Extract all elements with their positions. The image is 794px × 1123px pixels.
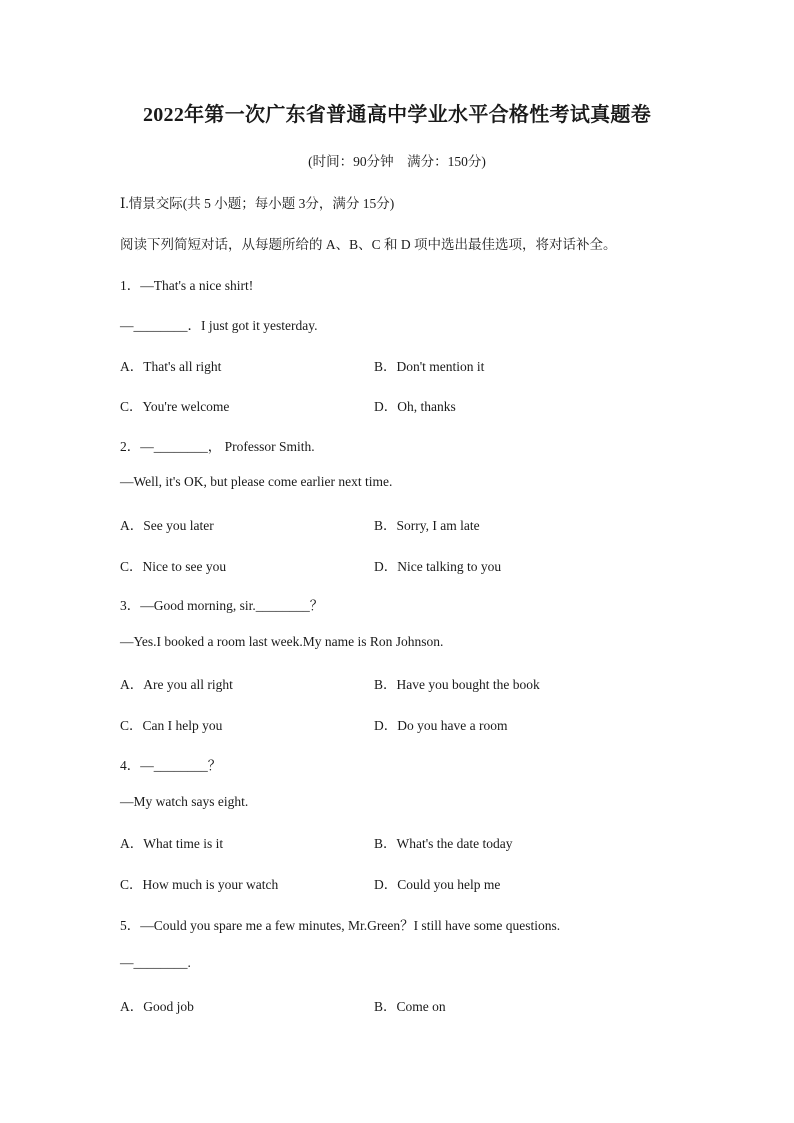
question-3-option-c: C．Can I help you [120,718,223,733]
question-4-option-a: A．What time is it [120,836,224,851]
question-3-reply: —Yes.I booked a room last week.My name is Ron Johnson. [120,634,444,649]
question-3-option-a: A．Are you all right [120,677,233,692]
question-1-prompt: 1．—That's a nice shirt! [120,278,254,293]
question-3-option-b: B．Have you bought the book [374,677,540,692]
question-4-option-b: B．What's the date today [374,836,513,851]
question-2-option-c: C．Nice to see you [120,559,227,574]
question-2-option-a: A．See you later [120,518,214,533]
question-2-option-b: B．Sorry, I am late [374,518,480,533]
question-2-prompt: 2．—________， Professor Smith. [120,439,315,454]
question-1-option-d: D．Oh, thanks [374,399,456,414]
section-heading: Ⅰ.情景交际(共 5 小题；每小题 3分，满分 15分) [120,196,395,211]
exam-time-score: (时间：90分钟 满分：150分) [308,154,486,169]
question-2-option-d: D．Nice talking to you [374,559,502,574]
question-4-option-d: D．Could you help me [374,877,501,892]
instructions: 阅读下列简短对话，从每题所给的 A、B、C 和 D 项中选出最佳选项，将对话补全。 [120,237,617,252]
question-5-option-a: A．Good job [120,999,194,1014]
question-5-option-b: B．Come on [374,999,446,1014]
question-2-reply: —Well, it's OK, but please come earlier next time. [120,474,393,489]
question-4-prompt: 4．—________？ [120,758,222,773]
question-3-option-d: D．Do you have a room [374,718,508,733]
question-1-option-c: C．You're welcome [120,399,230,414]
question-1-option-a: A．That's all right [120,359,222,374]
question-5-prompt: 5．—Could you spare me a few minutes, Mr.Green？I still have some questions. [120,918,561,933]
question-4-reply: —My watch says eight. [120,794,249,809]
question-3-prompt: 3．—Good morning, sir.________？ [120,598,324,613]
question-1-option-b: B．Don't mention it [374,359,485,374]
question-5-reply: —________. [120,955,191,970]
page-title: 2022年第一次广东省普通高中学业水平合格性考试真题卷 [142,104,652,126]
question-4-option-c: C．How much is your watch [120,877,279,892]
question-1-reply: —________．I just got it yesterday. [120,318,318,333]
